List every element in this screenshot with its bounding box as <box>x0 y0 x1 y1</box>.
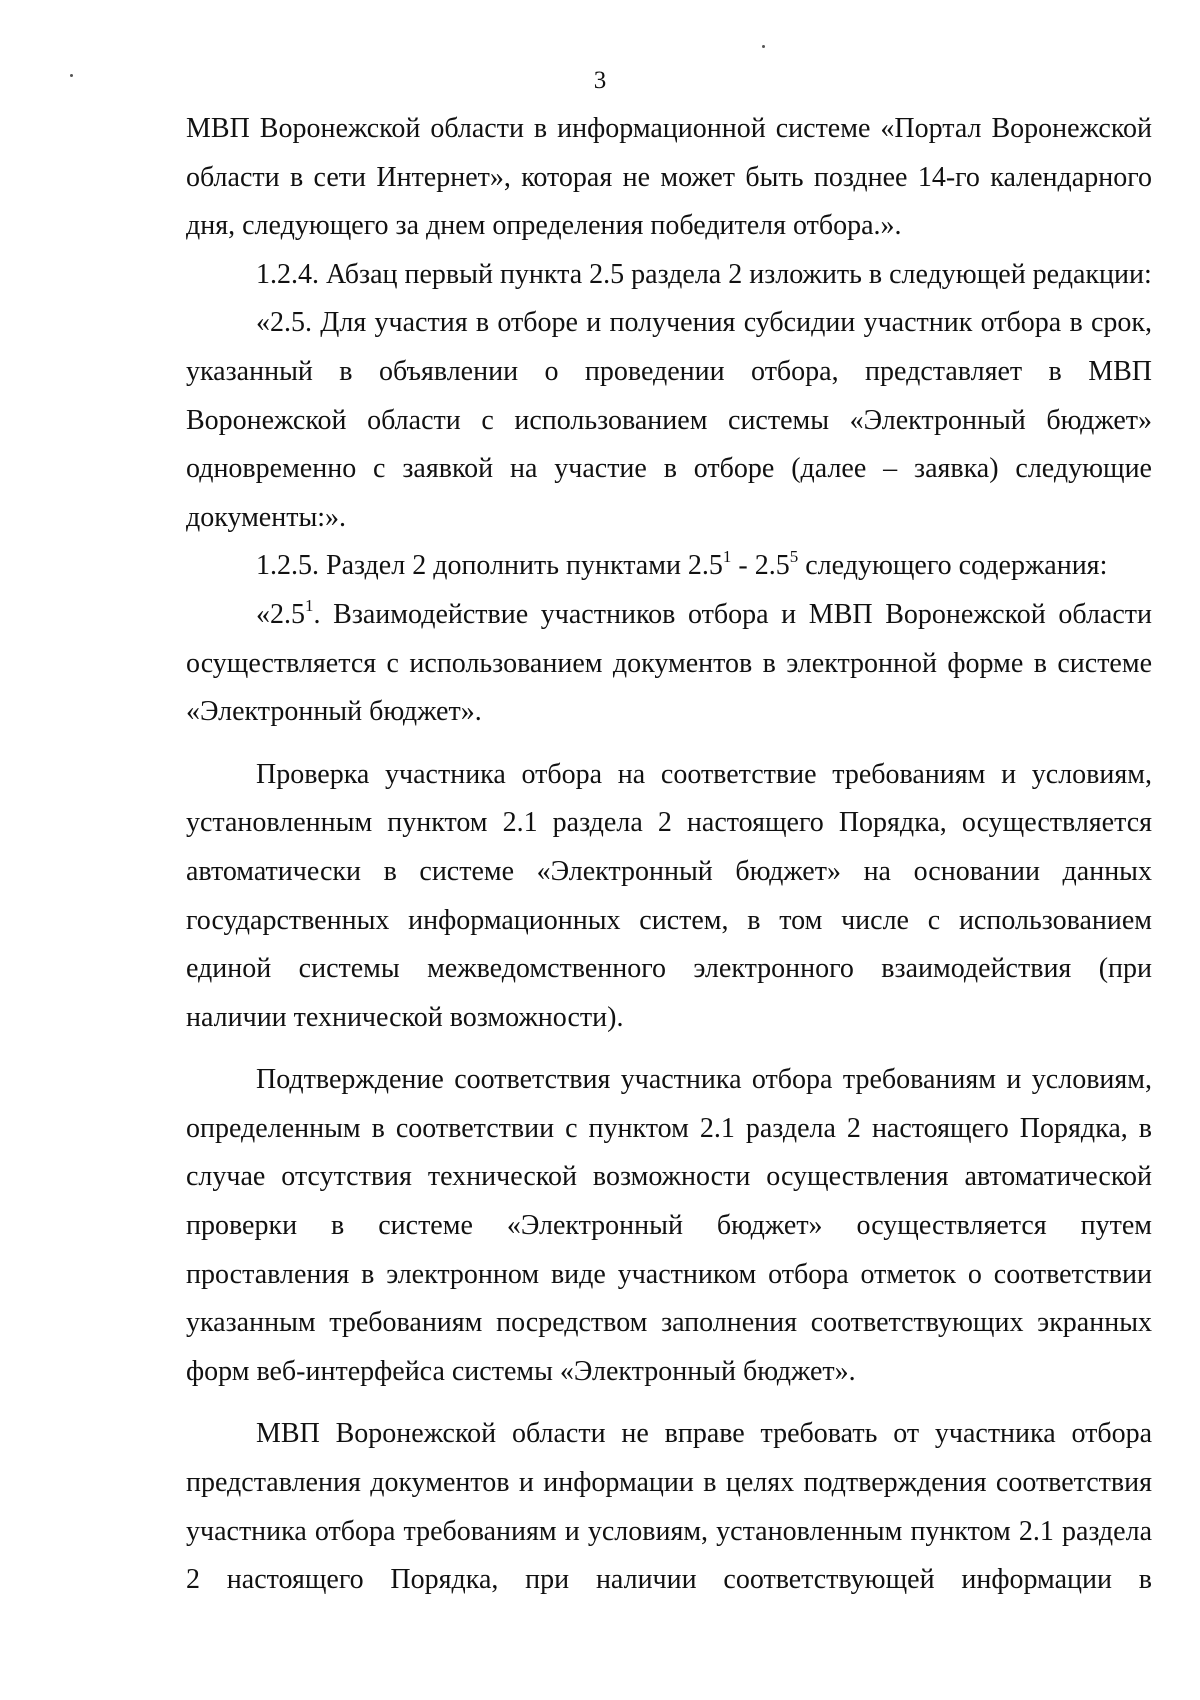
superscript: 1 <box>722 547 732 567</box>
paragraph-2-5-1-text: «2.5 <box>256 598 305 630</box>
paragraph-mvp-rights: МВП Воронежской области не вправе требовать от участника отбора представления документов и информации в целях подтверждения соответствия участника отбора требованиям и условиям, установленным пунктом 2.1 раздела 2 настоящего Порядка, при наличии соответствующей информации в <box>186 1418 1152 1596</box>
paragraph-1-2-5 <box>186 542 1152 591</box>
paragraph-2-5: «2.5. Для участия в отборе и получения субсидии участник отбора в срок, указанный в объявлении о проведении отбора, представляет в МВП Воронежской области с использованием системы «Электронный бюджет» одновременно с заявкой на участие в отборе (далее – заявка) следующие документы:». <box>186 307 1152 533</box>
page-number: 3 <box>593 67 607 94</box>
paragraph-1-2-5-text: следующего содержания: <box>798 550 1108 582</box>
paragraph-1-2-5-text: - 2.5 <box>731 550 790 582</box>
scan-speck <box>762 45 765 48</box>
document-body <box>186 105 1152 1605</box>
paragraph-1-2-5-text: 1.2.5. Раздел 2 дополнить пунктами 2.5 <box>256 550 723 582</box>
superscript: 5 <box>789 547 799 567</box>
paragraph-2-5-1 <box>186 591 1152 737</box>
paragraph-2-5-1-text: . Взаимодействие участников отбора и МВП Воронежской области осуществляется с использованием документов в электронной форме в системе «Электронный бюджет». <box>186 598 1152 728</box>
paragraph-continuation: МВП Воронежской области в информационной системе «Портал Воронежской области в сети Интернет», которая не может быть позднее 14-го календарного дня, следующего за днем определения победителя отбора.». <box>186 113 1152 242</box>
paragraph-confirmation: Подтверждение соответствия участника отбора требованиям и условиям, определенным в соответствии с пунктом 2.1 раздела 2 настоящего Порядка, в случае отсутствия технической возможности осуществления автоматической проверки в системе «Электронный бюджет» осуществляется путем проставления в электронном виде участником отбора отметок о соответствии указанным требованиям посредством заполнения соответствующих экранных форм веб-интерфейса системы «Электронный бюджет». <box>186 1064 1152 1387</box>
superscript: 1 <box>305 595 314 615</box>
paragraph-1-2-4: 1.2.4. Абзац первый пункта 2.5 раздела 2 изложить в следующей редакции: <box>256 258 1152 290</box>
paragraph-verification: Проверка участника отбора на соответствие требованиям и условиям, установленным пунктом 2.1 раздела 2 настоящего Порядка, осуществляется автоматически в системе «Электронный бюджет» на основании данных государственных информационных систем, в том числе с использованием единой системы межведомственного электронного взаимодействия (при наличии технической возможности). <box>186 758 1152 1033</box>
